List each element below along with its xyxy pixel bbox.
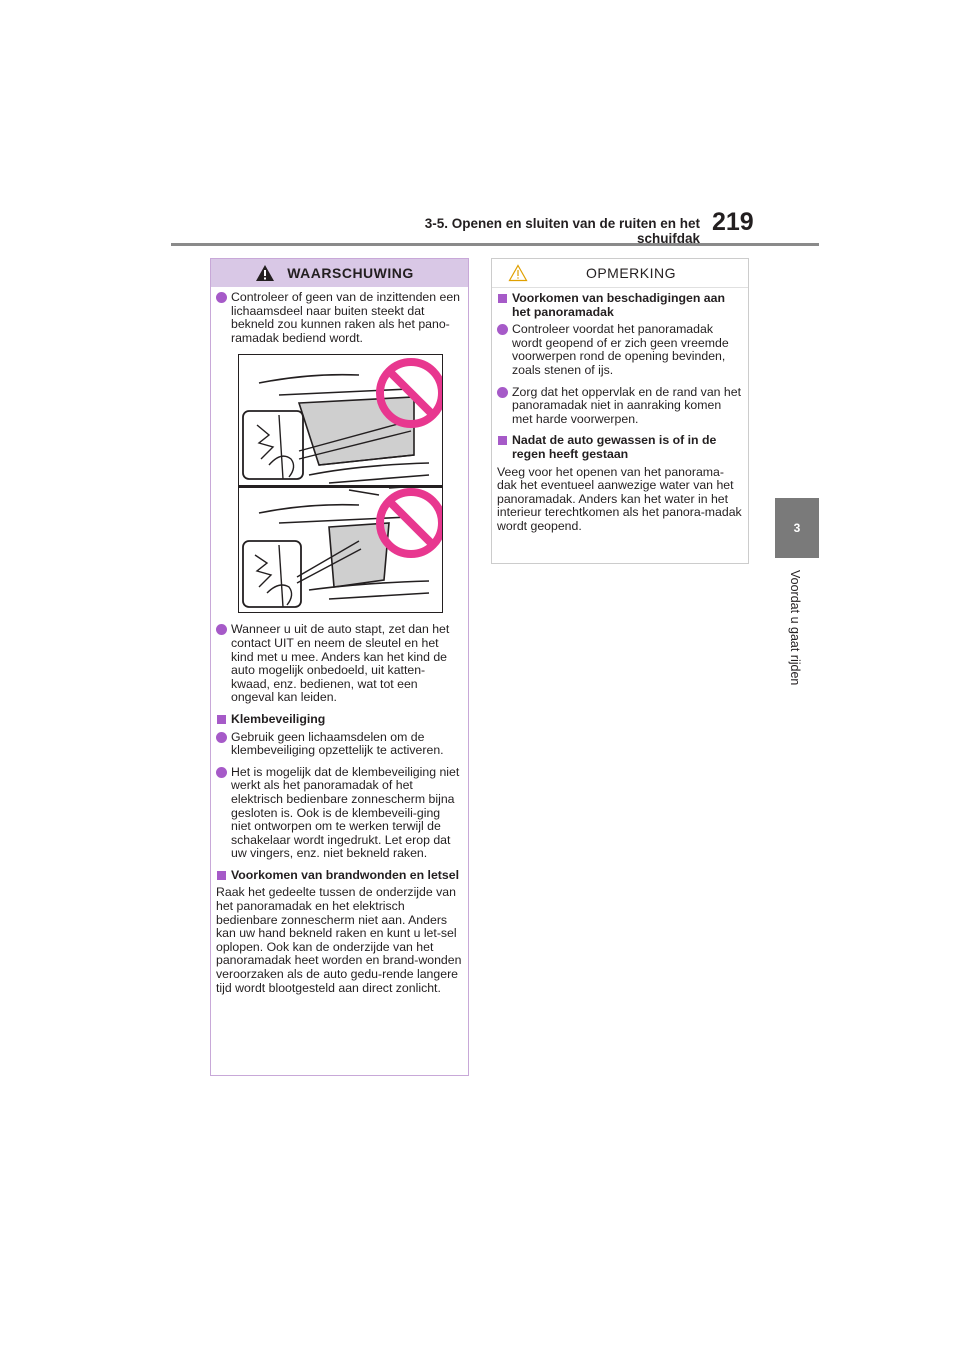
- notice-title: OPMERKING: [585, 265, 677, 281]
- warning-box: [210, 258, 469, 1076]
- chapter-label: Voordat u gaat rijden: [788, 570, 802, 686]
- bullet-icon: [497, 387, 508, 398]
- list-item: Wanneer u uit de auto stapt, zet dan het contact UIT en neem de sleutel en het kind met u mee. Anders kan het kind de auto mogelijk onbedoeld, uit katten-kwaad, enz. bedienen, wat tot een ongeval kan leiden.: [216, 623, 463, 705]
- section-heading: Klembeveiliging: [216, 713, 463, 727]
- bullet-icon: [216, 732, 227, 743]
- notice-box: [491, 258, 749, 564]
- warning-header: [211, 259, 468, 287]
- illustration-pinch-hazard: [238, 354, 443, 613]
- notice-triangle-icon: [508, 264, 528, 282]
- square-bullet-icon: [217, 715, 226, 724]
- sunroof-pinch-illustration: [239, 355, 442, 612]
- bullet-icon: [216, 624, 227, 635]
- list-item: Zorg dat het oppervlak en de rand van het panoramadak niet in aanraking komen met harde voorwerpen.: [497, 386, 743, 427]
- notice-header: [492, 259, 748, 288]
- warning-content: [211, 287, 468, 995]
- header-title: 3-5. Openen en sluiten van de ruiten en het schuifdak: [424, 216, 700, 246]
- square-bullet-icon: [498, 294, 507, 303]
- paragraph: Raak het gedeelte tussen de onderzijde van het panoramadak en het elektrisch bedienbare zonnescherm niet aan. Anders kan uw hand bekneld raken en kunt u let-sel oplopen. Ook kan de onderzijde van het panoramadak heet worden en brand-wonden veroorzaken als de auto gedu-rende langere tijd wordt blootgesteld aan direct zonlicht.: [216, 885, 462, 995]
- notice-content: [492, 288, 748, 534]
- square-bullet-icon: [498, 436, 507, 445]
- list-item: Gebruik geen lichaamsdelen om de klembeveiliging opzettelijk te activeren.: [216, 731, 463, 758]
- chapter-tab[interactable]: 3: [775, 498, 819, 558]
- bullet-icon: [216, 292, 227, 303]
- section-heading: Voorkomen van brandwonden en letsel: [216, 869, 463, 883]
- list-item: Het is mogelijk dat de klembeveiliging niet werkt als het panoramadak of het elektrisch bedienbare zonnescherm bijna gesloten is. Ook is de klembeveili-ging niet ontworpen om te werken terwijl de schakelaar wordt ingedrukt. Let erop dat uw vingers, enz. niet bekneld raken.: [216, 766, 463, 861]
- bullet-icon: [497, 324, 508, 335]
- paragraph: Veeg voor het openen van het panorama-dak het eventueel aanwezige water van het panoramadak. Anders kan het water in het interieur terechtkomen als het panora-madak wordt geopend.: [497, 464, 742, 533]
- list-item: Controleer of geen van de inzittenden een lichaamsdeel naar buiten steekt dat bekneld zou kunnen raken als het pano-ramadak bediend wordt.: [216, 291, 463, 345]
- square-bullet-icon: [217, 871, 226, 880]
- section-heading: Nadat de auto gewassen is of in de regen heeft gestaan: [497, 434, 743, 461]
- section-heading: Voorkomen van beschadigingen aan het panoramadak: [497, 292, 743, 319]
- warning-triangle-icon: [255, 264, 275, 282]
- bullet-icon: [216, 767, 227, 778]
- list-item: Controleer voordat het panoramadak wordt geopend of er zich geen vreemde voorwerpen rond de opening bevinden, zoals stenen of ijs.: [497, 323, 743, 377]
- warning-title: WAARSCHUWING: [287, 265, 414, 281]
- page-number: 219: [712, 208, 754, 236]
